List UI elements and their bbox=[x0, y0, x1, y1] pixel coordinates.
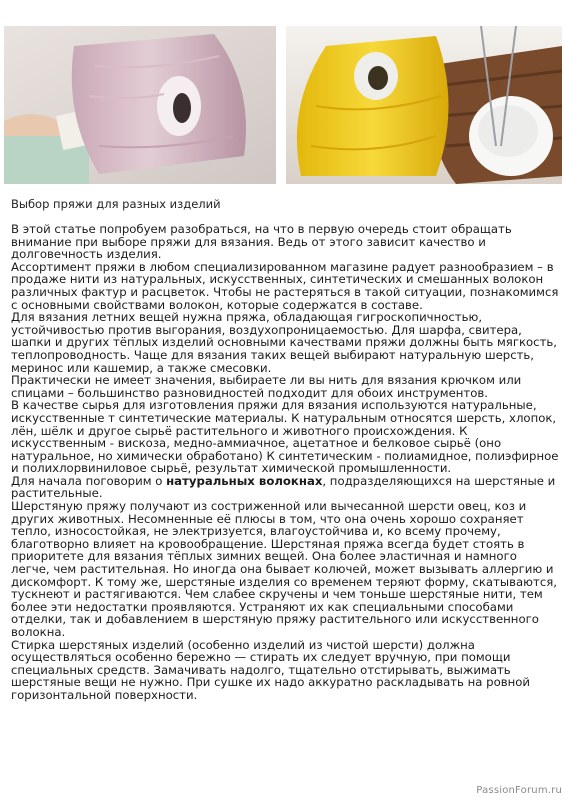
paragraph-intro: В этой статье попробуем разобраться, на что в первую очередь стоит обращать внимание при выборе пряжи для вязания. Ведь от этого зависит качество и долговечность изделия. bbox=[11, 222, 512, 262]
paragraph-washing: Стирка шерстяных изделий (особенно изделий из чистой шерсти) должна осуществляться особенно бережно — стирать их следует вручную, при помощи специальных средств. Замачивать надолго, тщательно отстирывать, выжимать шерстяные вещи не нужно. При сушке их надо аккуратно раскладывать на ровной горизонтальной поверхности. bbox=[11, 637, 531, 702]
site-watermark: PassionForum.ru bbox=[476, 785, 562, 796]
paragraph-wool: Шерстяную пряжу получают из состриженной или вычесанной шерсти овец, коз и других животных. Несомненные её плюсы в том, что она очень хорошо сохраняет тепло, износостойкая, не электризуется, влагоустойчива и, ко всему прочему, благотворно влияет на кровообращение. Шерстяная пряжа всегда будет стоять в приоритете для вязания тёплых зимних вещей. Она более эластичная и намного легче, чем растительная. Но иногда она бывает колючей, может вызывать аллергию и дискомфорт. К тому же, шерстяные изделия со временем теряют форму, скатываются, тускнеют и растягиваются. Чем слабее скручены и чем тоньше шерстяные нити, тем более эти недостатки проявляются. Устраняют их как специальными способами отделки, так и добавлением в шерстяную пряжу растительного или искусственного волокна. bbox=[11, 499, 557, 639]
natural-fibers-lead: Для начала поговорим о bbox=[11, 473, 167, 488]
natural-fibers-tail: , подразделяющихся на шерстяные и растительные. bbox=[11, 473, 556, 501]
article-body bbox=[11, 223, 559, 702]
yellow-white-yarn-image bbox=[286, 26, 562, 184]
paragraph-tools: Практически не имеет значения, выбираете ли вы нить для вязания крючком или спицами – большинство разновидностей подходит для обоих инструментов. bbox=[11, 373, 522, 400]
yellow-white-yarn-photo bbox=[286, 26, 562, 184]
photo-strip bbox=[4, 26, 562, 184]
paragraph-summer-winter: Для вязания летних вещей нужна пряжа, обладающая гигроскопичностью, устойчивостью против выгорания, воздухопроницаемостью. Для шарфа, свитера, шапки и других тёплых изделий основными качествами пряжи должны быть мягкость, теплопроводность. Чаще для вязания таких вещей выбирают натуральную шерсть, меринос или кашемир, а также смесовки. bbox=[11, 310, 558, 375]
natural-fibers-bold: натуральных волокнах bbox=[166, 473, 323, 488]
paragraph-assortment: Ассортимент пряжи в любом специализированном магазине радует разнообразием – в продаже нити из натуральных, искусственных, синтетических и смешанных волокон различных фактур и расцветок. Чтобы не растеряться в такой ситуации, познакомимся с основными свойствами волокон, которые содержатся в составе. bbox=[11, 259, 559, 312]
paragraph-raw-materials: В качестве сырья для изготовления пряжи для вязания используются натуральные, искусственные т синтетические материалы. К натуральным относятся шерсть, хлопок, лён, шёлк и другое сырьё растительного и животного происхождения. К искусственным - вискоза, медно-аммиачное, ацетатное и белковое сырьё (оно натуральное, но химически обработано) К синтетическим - полиамидное, полиэфирное и полихлорвиниловое сырьё, результат химической промышленности. bbox=[11, 398, 559, 476]
pink-yarn-cone-photo bbox=[4, 26, 276, 184]
article-subtitle: Выбор пряжи для разных изделий bbox=[11, 197, 221, 211]
pink-yarn-cone-image bbox=[4, 26, 276, 184]
paragraph-natural-fibers bbox=[11, 475, 559, 500]
